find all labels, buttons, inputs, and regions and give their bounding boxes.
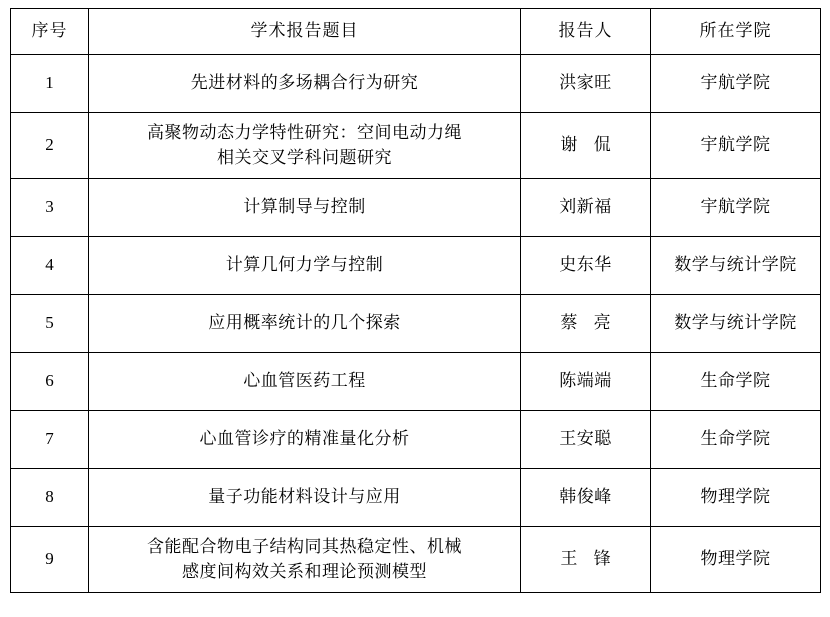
cell-title: [89, 469, 521, 527]
person-name: 谢 侃: [560, 135, 617, 155]
table-row: [11, 113, 821, 179]
table-body: [11, 55, 821, 593]
cell-index: 2: [11, 113, 89, 179]
header-cell-title: 学术报告题目: [89, 9, 521, 55]
cell-college: 数学与统计学院: [651, 295, 821, 353]
cell-title: [89, 295, 521, 353]
table-row: [11, 295, 821, 353]
cell-college: 数学与统计学院: [651, 237, 821, 295]
cell-person: [521, 113, 651, 179]
cell-person: 史东华: [521, 237, 651, 295]
cell-person: 陈端端: [521, 353, 651, 411]
title-line: 计算制导与控制: [243, 197, 366, 217]
person-name: 蔡 亮: [560, 313, 617, 333]
cell-index: 8: [11, 469, 89, 527]
cell-title: [89, 353, 521, 411]
cell-college: 宇航学院: [651, 179, 821, 237]
cell-college: 生命学院: [651, 411, 821, 469]
cell-title: [89, 411, 521, 469]
cell-person: 王安聪: [521, 411, 651, 469]
cell-title: [89, 527, 521, 593]
cell-index: 6: [11, 353, 89, 411]
title-line: 先进材料的多场耦合行为研究: [190, 73, 419, 93]
table-row: [11, 353, 821, 411]
title-line: 应用概率统计的几个探索: [208, 313, 401, 333]
table-row: [11, 179, 821, 237]
cell-index: 5: [11, 295, 89, 353]
cell-index: 3: [11, 179, 89, 237]
cell-college: 宇航学院: [651, 113, 821, 179]
cell-index: 7: [11, 411, 89, 469]
person-name: 王 锋: [560, 549, 617, 569]
academic-report-table: [10, 8, 821, 593]
cell-index: 9: [11, 527, 89, 593]
cell-college: 物理学院: [651, 469, 821, 527]
cell-title: [89, 237, 521, 295]
cell-title: [89, 55, 521, 113]
title-line: 含能配合物电子结构同其热稳定性、机械: [147, 536, 462, 556]
title-line: 心血管诊疗的精准量化分析: [199, 429, 410, 449]
cell-college: 生命学院: [651, 353, 821, 411]
table-row: [11, 527, 821, 593]
title-line: 感度间构效关系和理论预测模型: [182, 561, 427, 581]
title-line: 计算几何力学与控制: [225, 255, 384, 275]
cell-person: [521, 527, 651, 593]
cell-index: 4: [11, 237, 89, 295]
table-header: [11, 9, 821, 55]
header-cell-person: 报告人: [521, 9, 651, 55]
table-row: [11, 55, 821, 113]
table-row: [11, 469, 821, 527]
header-cell-college: 所在学院: [651, 9, 821, 55]
cell-college: 物理学院: [651, 527, 821, 593]
cell-person: 韩俊峰: [521, 469, 651, 527]
title-line: 心血管医药工程: [243, 371, 366, 391]
title-line: 量子功能材料设计与应用: [208, 487, 401, 507]
table-header-row: [11, 9, 821, 55]
title-line: 相关交叉学科问题研究: [217, 147, 392, 167]
table-row: [11, 237, 821, 295]
header-cell-index: 序号: [11, 9, 89, 55]
cell-college: 宇航学院: [651, 55, 821, 113]
cell-person: [521, 295, 651, 353]
title-line: 高聚物动态力学特性研究：空间电动力绳: [147, 122, 462, 142]
cell-person: 洪家旺: [521, 55, 651, 113]
cell-title: [89, 179, 521, 237]
cell-index: 1: [11, 55, 89, 113]
table-row: [11, 411, 821, 469]
cell-person: 刘新福: [521, 179, 651, 237]
cell-title: [89, 113, 521, 179]
